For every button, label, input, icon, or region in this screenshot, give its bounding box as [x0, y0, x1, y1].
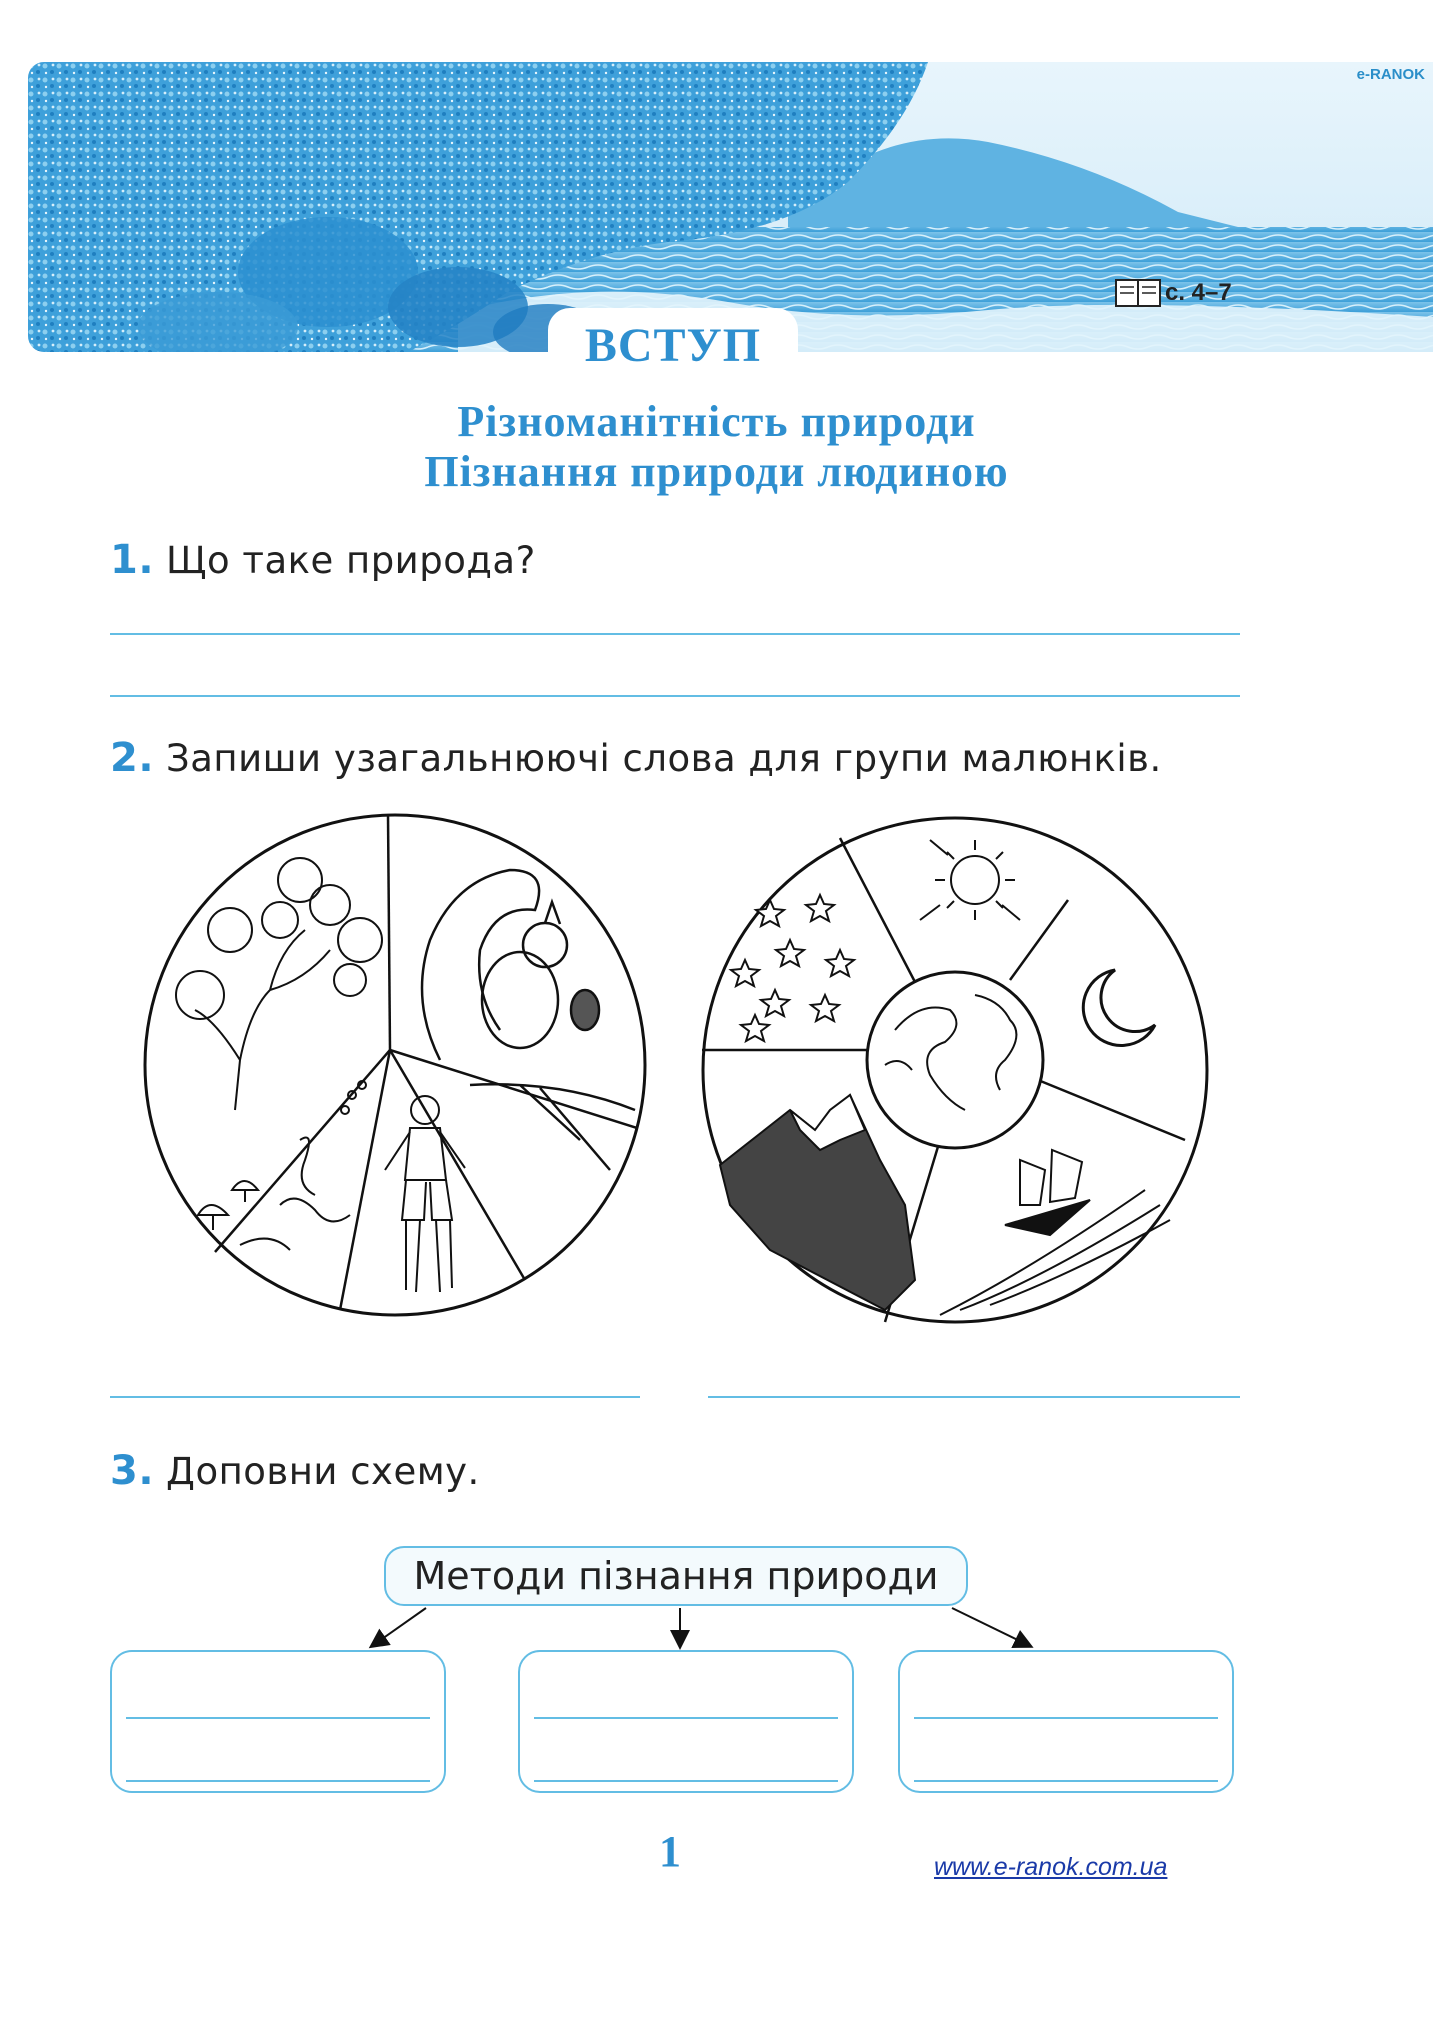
- task-text: Запиши узагальнюючі слова для групи малюнків.: [166, 737, 1162, 780]
- answer-line[interactable]: [110, 1396, 640, 1398]
- task-2: [110, 735, 1162, 781]
- task-number: 2.: [110, 735, 155, 781]
- book-ref-text: с. 4–7: [1165, 279, 1232, 306]
- answer-line[interactable]: [110, 633, 1240, 635]
- scheme-answer-box[interactable]: [898, 1650, 1234, 1793]
- page-number: 1: [659, 1827, 681, 1876]
- task-text: Що таке природа?: [166, 539, 536, 582]
- subtitle-line-2: Пізнання природи людиною: [424, 447, 1009, 496]
- living-nature-circle: [140, 810, 650, 1320]
- non-living-nature-circle: [690, 810, 1220, 1330]
- task-3: [110, 1448, 480, 1494]
- brand-logo: e-RANOK: [1356, 66, 1425, 83]
- task-text: Доповни схему.: [166, 1450, 480, 1493]
- subtitle-line-1: Різноманітність природи: [457, 397, 976, 446]
- task-1: [110, 537, 536, 583]
- arrow-left: [372, 1608, 426, 1646]
- earth-drawing: [867, 972, 1043, 1148]
- scheme-root-box: Методи пізнання природи: [384, 1546, 968, 1606]
- answer-line[interactable]: [708, 1396, 1240, 1398]
- task-number: 1.: [110, 537, 155, 583]
- answer-line[interactable]: [110, 695, 1240, 697]
- textbook-page-reference: [1115, 278, 1232, 308]
- section-title: ВСТУП: [584, 319, 762, 372]
- task-number: 3.: [110, 1448, 155, 1494]
- publisher-website-link[interactable]: www.e-ranok.com.ua: [934, 1853, 1168, 1881]
- scheme-answer-box[interactable]: [518, 1650, 854, 1793]
- open-book-icon: [1115, 278, 1161, 308]
- scheme-answer-box[interactable]: [110, 1650, 446, 1793]
- arrow-right: [952, 1608, 1030, 1646]
